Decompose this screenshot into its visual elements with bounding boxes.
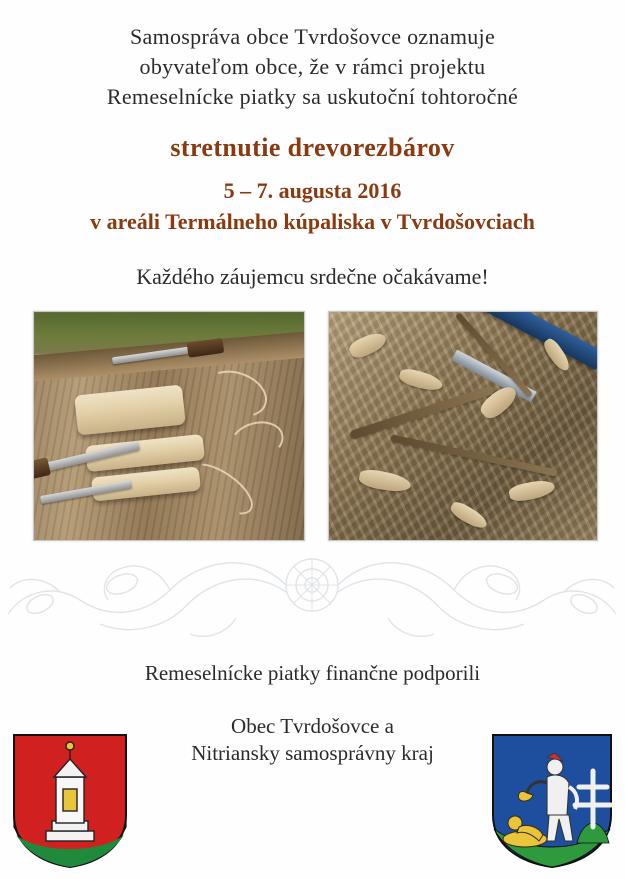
event-headline: stretnutie drevorezbárov <box>170 133 455 162</box>
photo-carving-tools <box>33 311 305 541</box>
sponsor-line-1: Obec Tvrdošovce a <box>231 714 394 738</box>
intro-line-3: Remeselnícke piatky sa uskutoční tohtoročné <box>106 84 519 109</box>
welcome-text: Každého záujemcu srdečne očakávame! <box>136 264 489 289</box>
sponsor-intro-text: Remeselnícke piatky finančne podporili <box>144 661 481 685</box>
intro-line-2: obyvateľom obce, že v rámci projektu <box>139 54 486 79</box>
sponsor-line-2: Nitriansky samosprávny kraj <box>191 741 434 765</box>
intro-line-1: Samospráva obce Tvrdošovce oznamuje <box>129 24 496 49</box>
ornamental-divider <box>0 540 625 650</box>
event-location: v areáli Termálneho kúpaliska v Tvrdošovciach <box>90 209 535 234</box>
photo-wood-chips <box>328 311 598 541</box>
coat-of-arms-tvrdosovce <box>10 731 130 871</box>
coat-of-arms-nitra-region <box>489 731 615 871</box>
intro-paragraph <box>0 22 625 112</box>
event-date: 5 – 7. augusta 2016 <box>223 178 402 203</box>
event-dates-location <box>0 175 625 237</box>
